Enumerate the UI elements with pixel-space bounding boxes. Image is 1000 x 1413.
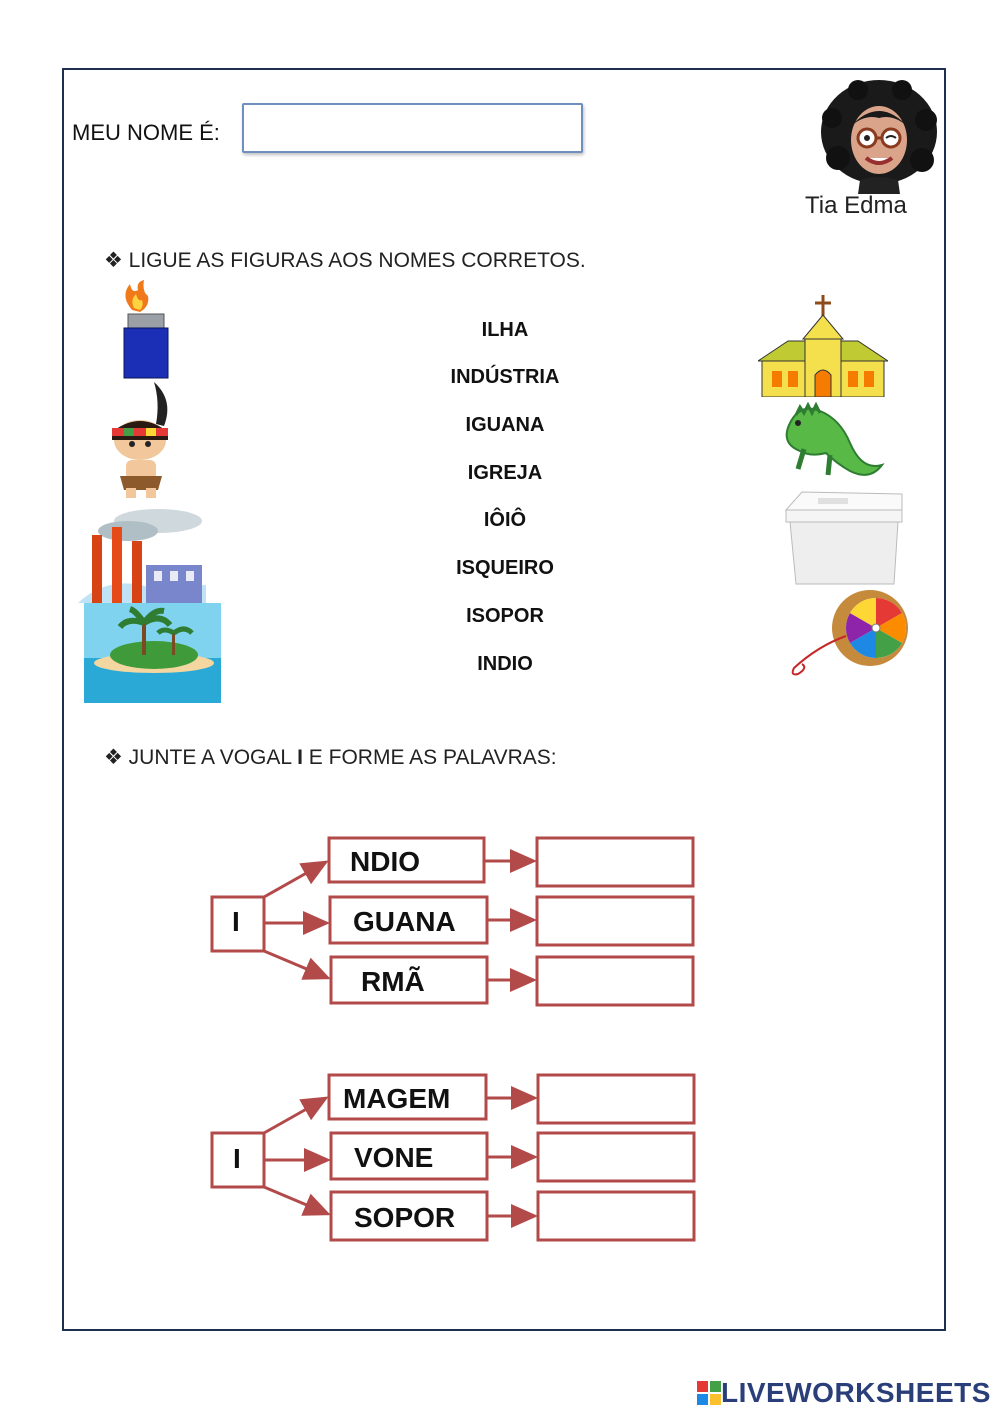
answer-input-2-3[interactable]: [542, 1196, 694, 1238]
diamond-bullet-icon: ❖: [104, 249, 123, 272]
liveworksheets-brand: LIVEWORKSHEETS: [721, 1377, 991, 1408]
answer-input-1-3[interactable]: [541, 961, 693, 1003]
word-option-6[interactable]: ISQUEIRO: [456, 557, 554, 579]
word-option-5[interactable]: IÔIÔ: [483, 509, 527, 531]
answer-input-2-2[interactable]: [542, 1137, 694, 1179]
part-label-2-2: VONE: [354, 1142, 434, 1173]
liveworksheets-icon: [697, 1381, 721, 1405]
diamond-bullet-icon: ❖: [104, 746, 123, 769]
name-label: MEU NOME É:: [72, 120, 220, 145]
vowel-label-1: I: [232, 906, 240, 937]
vowel-label-2: I: [233, 1143, 241, 1174]
instruction-2-text-post: E FORME AS PALAVRAS:: [302, 746, 557, 769]
part-label-2-3: SOPOR: [354, 1202, 456, 1233]
word-option-1[interactable]: ILHA: [481, 319, 529, 341]
answer-input-1-1[interactable]: [541, 842, 693, 884]
liveworksheets-logo: [697, 1377, 991, 1409]
word-option-2[interactable]: INDÚSTRIA: [450, 366, 560, 388]
word-option-4[interactable]: IGREJA: [467, 462, 543, 484]
part-label-1-2: GUANA: [353, 906, 456, 937]
answer-input-1-2[interactable]: [541, 901, 693, 943]
answer-input-2-1[interactable]: [542, 1079, 694, 1121]
word-option-8[interactable]: INDIO: [477, 653, 533, 675]
part-label-2-1: MAGEM: [343, 1083, 451, 1114]
instruction-2-text-pre: JUNTE A VOGAL: [128, 746, 298, 769]
arrow-1-1: [264, 862, 326, 897]
instruction-1-text: LIGUE AS FIGURAS AOS NOMES CORRETOS.: [128, 249, 586, 272]
word-option-7[interactable]: ISOPOR: [466, 605, 544, 627]
teacher-name: Tia Edma: [805, 192, 907, 219]
arrow-2-3: [264, 1187, 328, 1214]
arrow-1-3: [264, 951, 328, 978]
part-label-1-3: RMÃ: [361, 966, 425, 997]
part-label-1-1: NDIO: [350, 846, 420, 877]
word-option-3[interactable]: IGUANA: [465, 414, 545, 436]
instruction-2-vowel: I: [297, 746, 303, 769]
arrow-2-1: [264, 1098, 326, 1133]
